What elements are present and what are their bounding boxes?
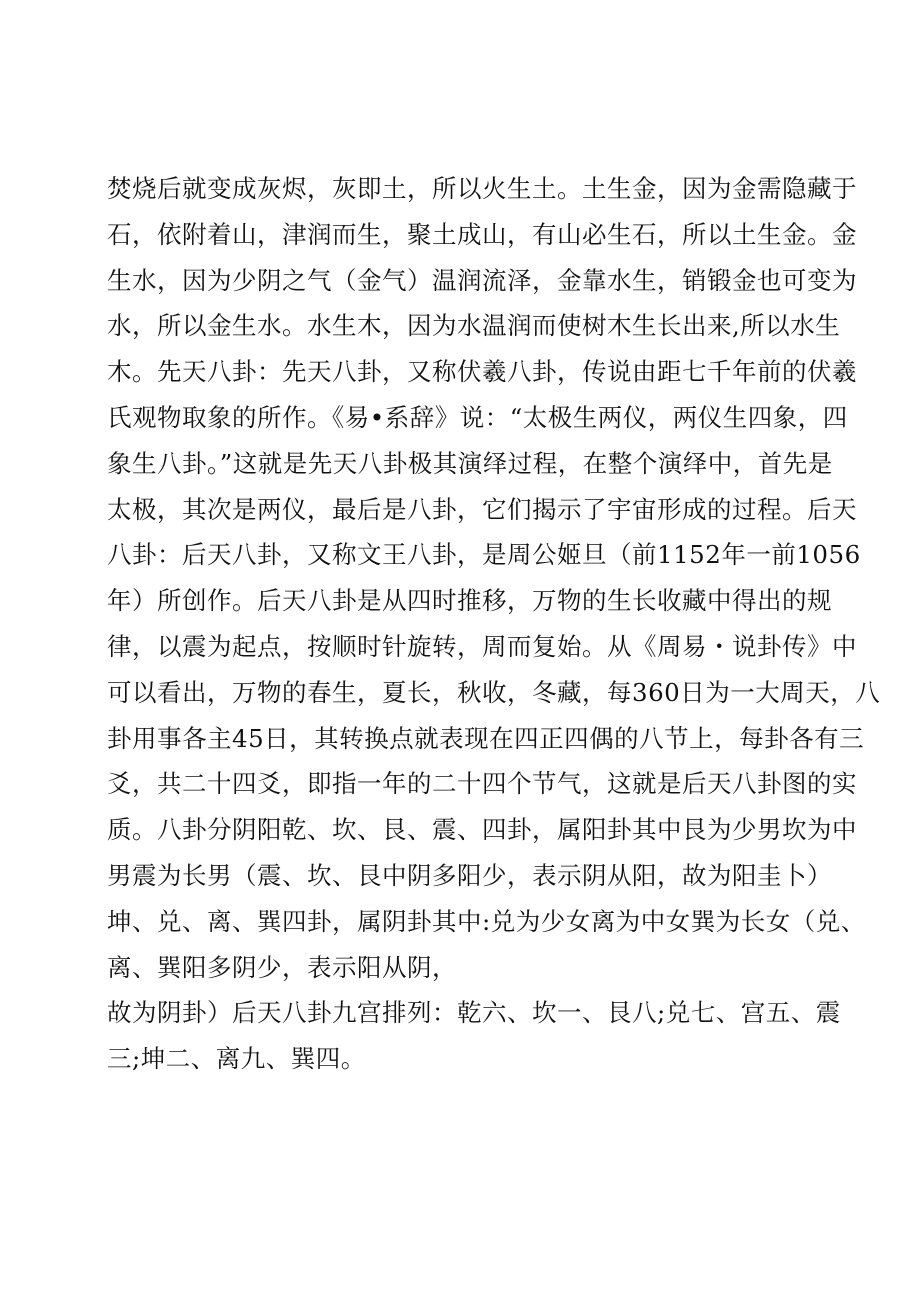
text-line: 太极，其次是两仪，最后是八卦，它们揭示了宇宙形成的过程。后天 [107,494,857,524]
text-line: 律，以震为起点，按顺时针旋转，周而复始。从《周易・说卦传》中 [107,631,857,661]
text-line: 八卦：后天八卦，又称文王八卦，是周公姬旦（前1152年一前1056 [107,540,861,570]
text-line: 离、巽阳多阴少，表示阳从阴， [107,952,457,982]
text-line: 可以看出，万物的春生，夏长，秋收，冬藏，每360日为一大周天，八 [107,677,881,707]
text-line: 焚烧后就变成灰烬，灰即土，所以火生土。土生金，因为金需隐藏于 [107,174,857,203]
text-line: 水，所以金生水。水生木，因为水温润而使树木生长出来,所以水生 [107,311,841,341]
text-line: 故为阴卦）后天八卦九宫排列：乾六、坎一、艮八;兑七、宫五、震 [107,998,841,1028]
text-line: 象生八卦。”这就是先天八卦极其演绎过程，在整个演绎中，首先是 [107,448,833,478]
text-line: 生水，因为少阴之气（金气）温润流泽，金靠水生，销锻金也可变为 [107,265,857,295]
text-line: 卦用事各主45日，其转换点就表现在四正四偶的八节上，每卦各有三 [107,723,865,753]
text-line: 三;坤二、离九、巽四。 [107,1044,366,1074]
text-line: 质。八卦分阴阳乾、坎、艮、震、四卦，属阳卦其中艮为少男坎为中 [107,815,857,845]
text-line: 木。先天八卦：先天八卦，又称伏羲八卦，传说由距七千年前的伏羲 [107,357,857,387]
text-line: 年）所创作。后天八卦是从四时推移，万物的生长收藏中得出的规 [107,586,832,616]
text-line: 坤、兑、离、巽四卦，属阴卦其中:兑为少女离为中女巽为长女（兑、 [107,906,866,936]
text-line: 石，依附着山，津润而生，聚土成山，有山必生石，所以土生金。金 [107,219,857,249]
text-line: 男震为长男（震、坎、艮中阴多阳少，表示阴从阳，故为阳圭卜） [107,860,832,890]
text-line: 氏观物取象的所作。《易•系辞》说：“太极生两仪，两仪生四象，四 [107,402,848,432]
text-line: 爻，共二十四爻，即指一年的二十四个节气，这就是后天八卦图的实 [107,769,857,799]
body-text [107,166,881,1082]
